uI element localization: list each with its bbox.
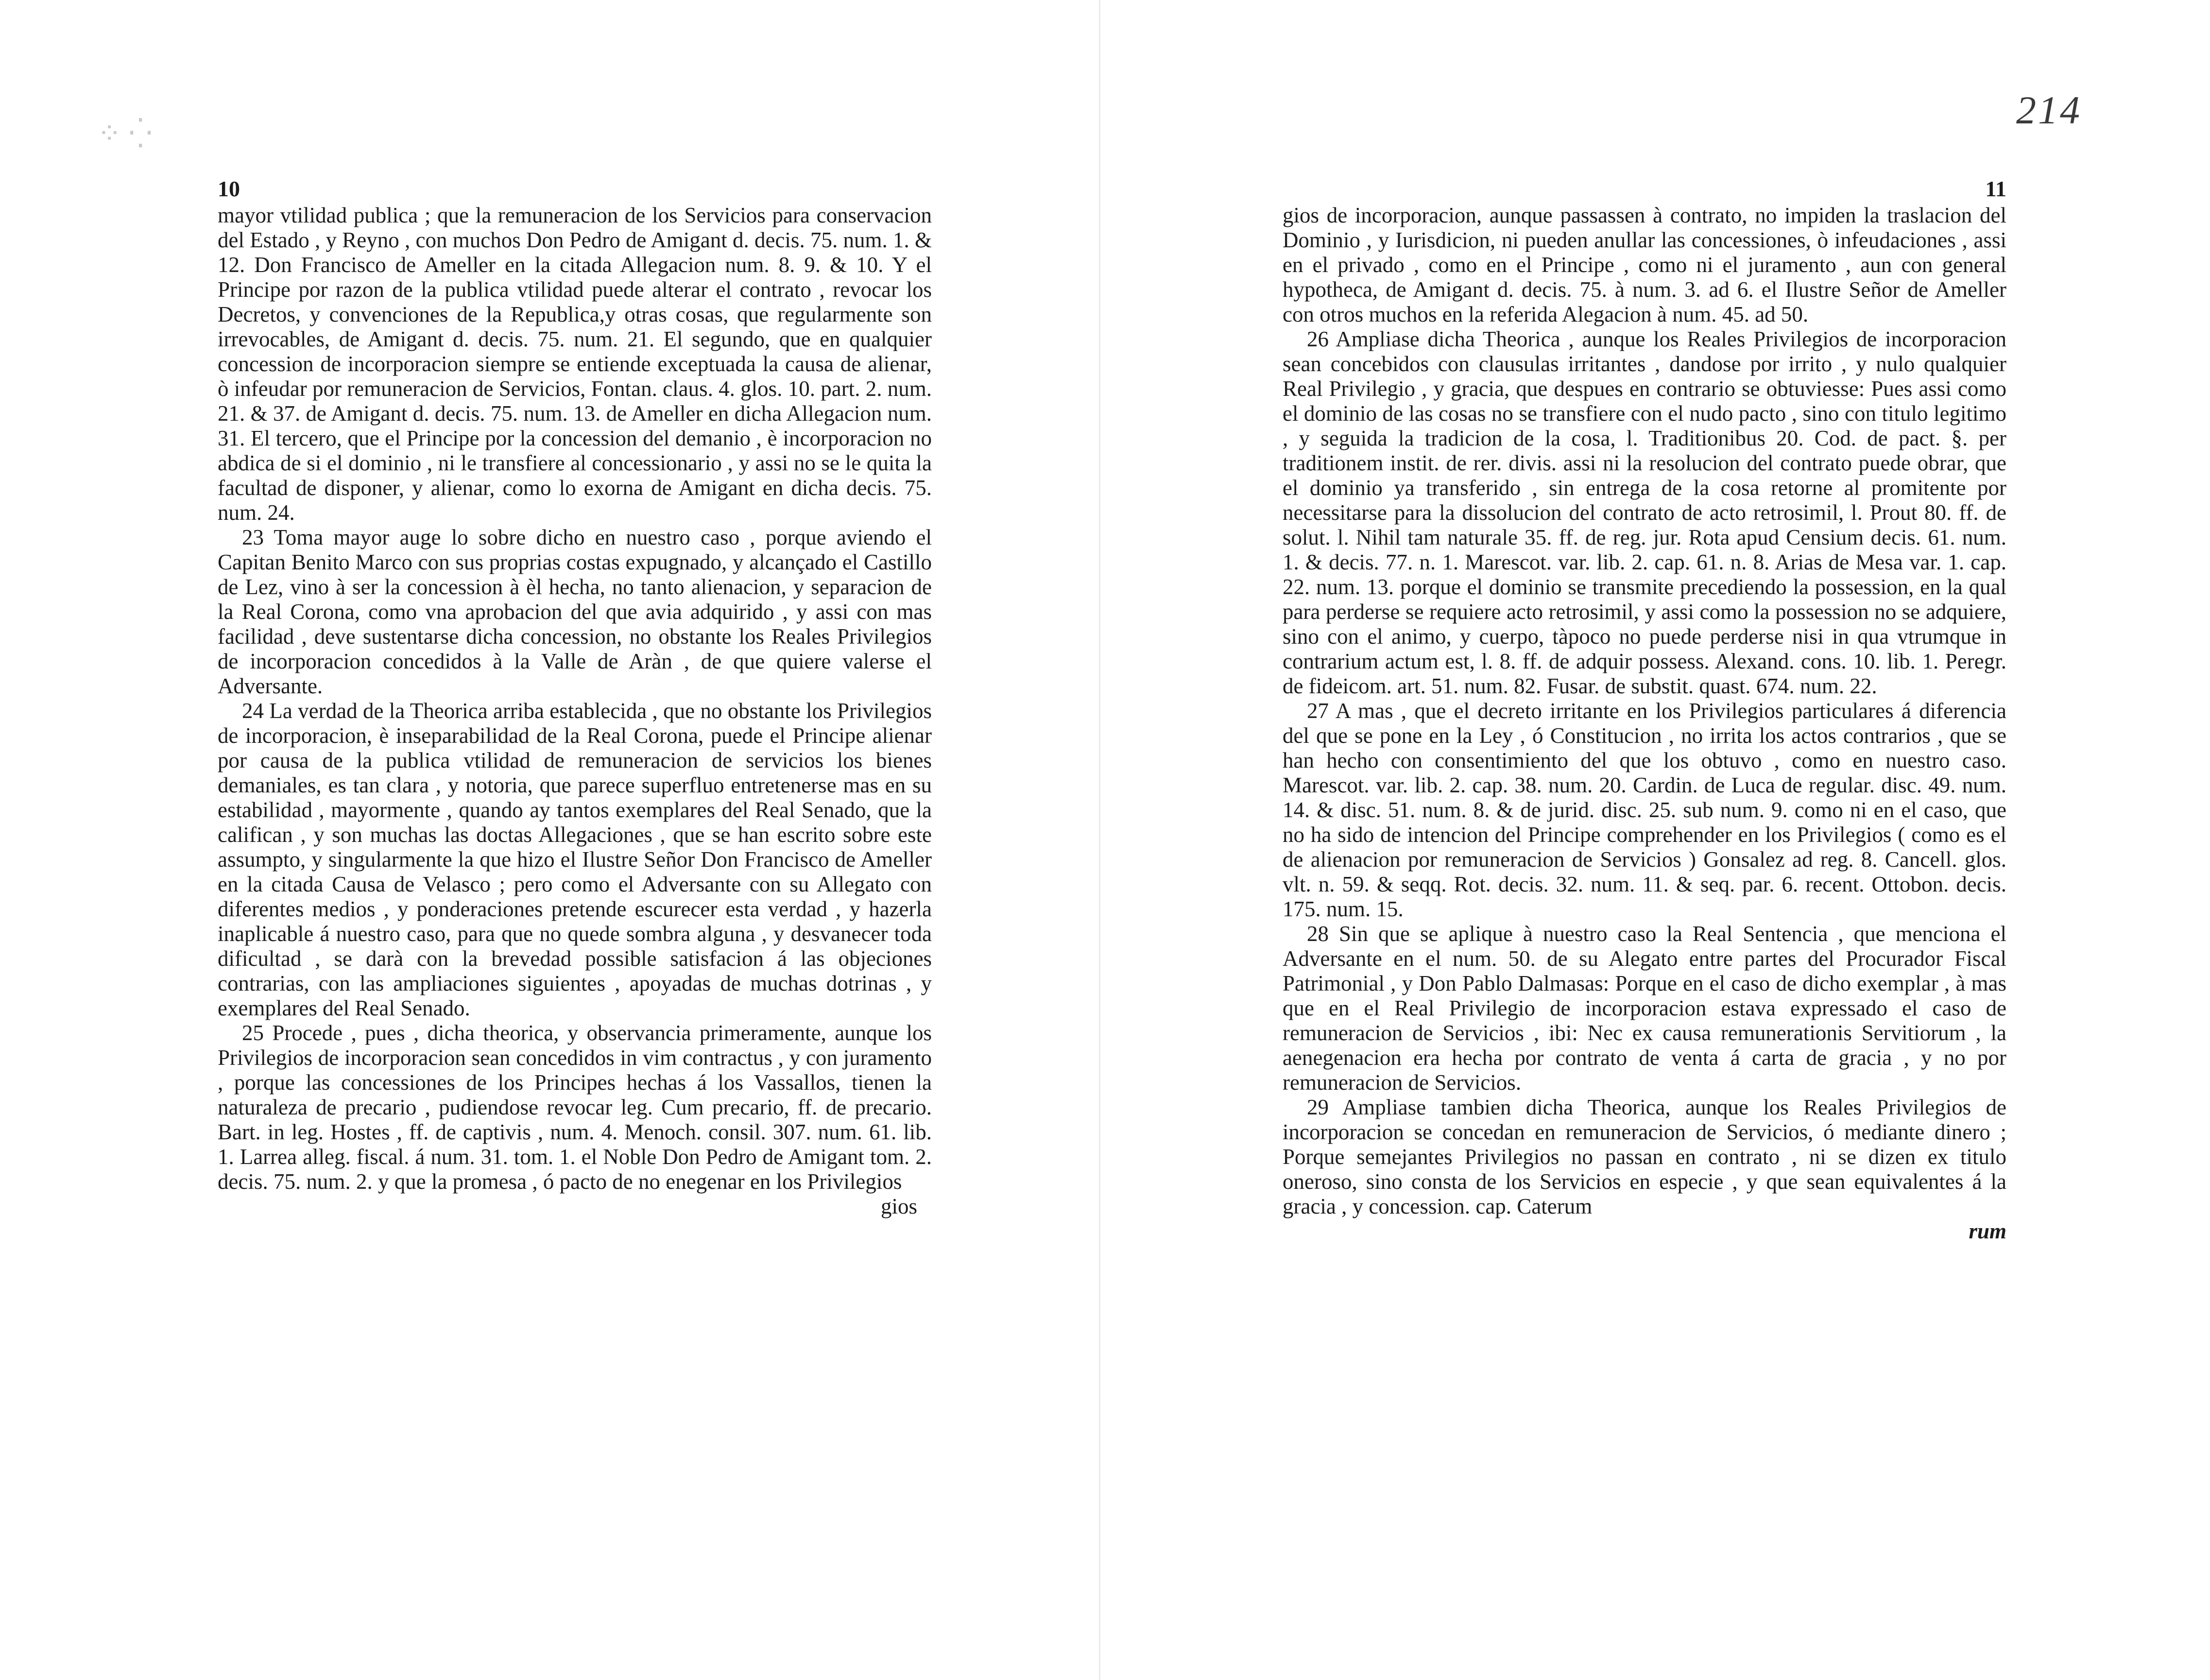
- right-page: [1283, 175, 2006, 1244]
- left-page-number: 10: [218, 176, 240, 201]
- paragraph-28: 28 Sin que se aplique à nuestro caso la Real Sentencia , que menciona el Adversante en el num. 50. de su Alegato entre partes del Procurador Fiscal Patrimonial , y Don Pablo Dalmasas: Porque en el caso de dicho exemplar , à mas que en el Real Privilegio de incorporacion estava expressado el caso de remuneracion de Servicios , ibi: Nec ex causa remunerationis Servitiorum , la aenegenacion era hecha por contrato de venta á carta de gracia , y no por remuneracion de Servicios.: [1283, 922, 2006, 1095]
- left-catchword: gios: [880, 1194, 917, 1218]
- paragraph-25: 25 Procede , pues , dicha theorica, y observancia primeramente, aunque los Privilegios de incorporacion sean concedidos in vim contractus , y con juramento , porque las concessiones de los Principes hechas á los Vassallos, tienen la naturaleza de precario , pudiendose revocar leg. Cum precario, ff. de precario. Bart. in leg. Hostes , ff. de captivis , num. 4. Menoch. consil. 307. num. 61. lib. 1. Larrea alleg. fiscal. á num. 31. tom. 1. el Noble Don Pedro de Amigant tom. 2. decis. 75. num. 2. y que la promesa , ó pacto de no enegenar en los Privilegios: [218, 1021, 932, 1194]
- margin-stain: ⁘ ⁛: [97, 118, 153, 150]
- paragraph-29: 29 Ampliase tambien dicha Theorica, aunque los Reales Privilegios de incorporacion se concedan en remuneracion de Servicios, ó mediante dinero ; Porque semejantes Privilegios no passan en contrato , ni se dizen ex titulo oneroso, sino consta de los Servicios en especie , y que sean equivalentes á la gracia , y concession. cap. Caterum: [1283, 1095, 2006, 1218]
- paragraph: gios de incorporacion, aunque passassen à contrato, no impiden la traslacion del Dominio , y Iurisdicion, ni pueden anullar las concessiones, ò infeudaciones , assi en el privado , como en el Principe , como ni el juramento , aun con general hypotheca, de Amigant d. decis. 75. à num. 3. ad 6. el Ilustre Señor de Ameller con otros muchos en la referida Alegacion à num. 45. ad 50.: [1283, 203, 2006, 326]
- right-page-number: 11: [1985, 176, 2006, 201]
- paragraph: mayor vtilidad publica ; que la remuneracion de los Servicios para conservacion del Estado , y Reyno , con muchos Don Pedro de Amigant d. decis. 75. num. 1. & 12. Don Francisco de Ameller en la citada Allegacion num. 8. 9. & 10. Y el Principe por razon de la publica vtilidad puede alterar el contrato , revocar los Decretos, y convenciones de la Republica,y otras cosas, que regularmente son irrevocables, de Amigant d. decis. 75. num. 21. El segundo, que en qualquier concession de incorporacion siempre se entiende exceptuada la causa de alienar, ò infeudar por remuneracion de Servicios, Fontan. claus. 4. glos. 10. part. 2. num. 21. & 37. de Amigant d. decis. 75. num. 13. de Ameller en dicha Allegacion num. 31. El tercero, que el Principe por la concession del demanio , è incorporacion no abdica de si el dominio , ni le transfiere al concessionario , y assi no se le quita la facultad de disponer, y alienar, como lo exorna de Amigant en dicha decis. 75. num. 24.: [218, 203, 932, 525]
- right-catchword: rum: [1969, 1219, 2006, 1243]
- book-gutter: [1099, 0, 1100, 1680]
- paragraph-26: 26 Ampliase dicha Theorica , aunque los Reales Privilegios de incorporacion sean concebidos con clausulas irritantes , dandose por irrito , y nulo qualquier Real Privilegio , y gracia, que despues en contrario se obtuviesse: Pues assi como el dominio de las cosas no se transfiere con el nudo pacto , sino con titulo legitimo , y seguida la tradicion de la cosa, l. Traditionibus 20. Cod. de pact. §. per traditionem instit. de rer. divis. assi ni la resolucion del contrato puede obrar, que el dominio ya transferido , sin entrega de la cosa retorne al promitente por necessitarse para la dissolucion del contrato de acto retrosimil, l. Prout 80. ff. de solut. l. Nihil tam naturale 35. ff. de reg. jur. Rota apud Censium decis. 61. num. 1. & decis. 77. n. 1. Marescot. var. lib. 2. cap. 61. n. 8. Arias de Mesa var. 1. cap. 22. num. 13. porque el dominio se transmite precediendo la possession, en la qual para perderse se requiere acto retrosimil, y assi como la possession no se adquiere, sino con el animo, y cuerpo, tàpoco no puede perderse nisi in qua vtrumque in contrarium actum est, l. 8. ff. de adquir possess. Alexand. cons. 10. lib. 1. Peregr. de fideicom. art. 51. num. 82. Fusar. de substit. quast. 674. num. 22.: [1283, 327, 2006, 698]
- paragraph-23: 23 Toma mayor auge lo sobre dicho en nuestro caso , porque aviendo el Capitan Benito Marco con sus proprias costas expugnado, y alcançado el Castillo de Lez, vino à ser la concession à èl hecha, no tanto alienacion, y separacion de la Real Corona, como vna aprobacion del que avia adquirido , y assi con mas facilidad , deve sustentarse dicha concession, no obstante los Reales Privilegios de incorporacion concedidos à la Valle de Aràn , de que quiere valerse el Adversante.: [218, 525, 932, 698]
- paragraph-27: 27 A mas , que el decreto irritante en los Privilegios particulares á diferencia del que se pone en la Ley , ó Constitucion , no irrita los actos contrarios , que se han hecho con consentimiento del que los obtuvo , como en nuestro caso. Marescot. var. lib. 2. cap. 38. num. 20. Cardin. de Luca de regular. disc. 49. num. 14. & disc. 51. num. 8. & de jurid. disc. 25. sub num. 9. como ni en el caso, que no ha sido de intencion del Principe comprehender en los Privilegios ( como es el de alienacion por remuneracion de Servicios ) Gonsalez ad reg. 8. Cancell. glos. vlt. n. 59. & seqq. Rot. decis. 32. num. 11. & seq. par. 6. recent. Ottobon. decis. 175. num. 15.: [1283, 699, 2006, 921]
- left-page: [218, 175, 932, 1219]
- handwritten-folio-number: 214: [2016, 88, 2082, 132]
- right-page-text: [1283, 203, 2006, 1219]
- paragraph-24: 24 La verdad de la Theorica arriba establecida , que no obstante los Privilegios de incorporacion, è inseparabilidad de la Real Corona, puede el Principe alienar por causa de la publica vtilidad de remuneracion de servicios los bienes demaniales, es tan clara , y notoria, que parece superfluo entretenerse mas en su estabilidad , mayormente , quando ay tantos exemplares del Real Senado, que la califican , y son muchas las doctas Allegaciones , que se han escrito sobre este assumpto, y singularmente la que hizo el Ilustre Señor Don Francisco de Ameller en la citada Causa de Velasco ; pero como el Adversante con su Allegato con diferentes medios , y ponderaciones pretende escurecer esta verdad , y hazerla inaplicable á nuestro caso, para que no quede sombra alguna , y desvanecer toda dificultad , se darà con la brevedad possible satisfacion á las objeciones contrarias, con las ampliaciones siguientes , apoyadas de muchas dotrinas , y exemplares del Real Senado.: [218, 699, 932, 1020]
- left-page-text: [218, 203, 932, 1194]
